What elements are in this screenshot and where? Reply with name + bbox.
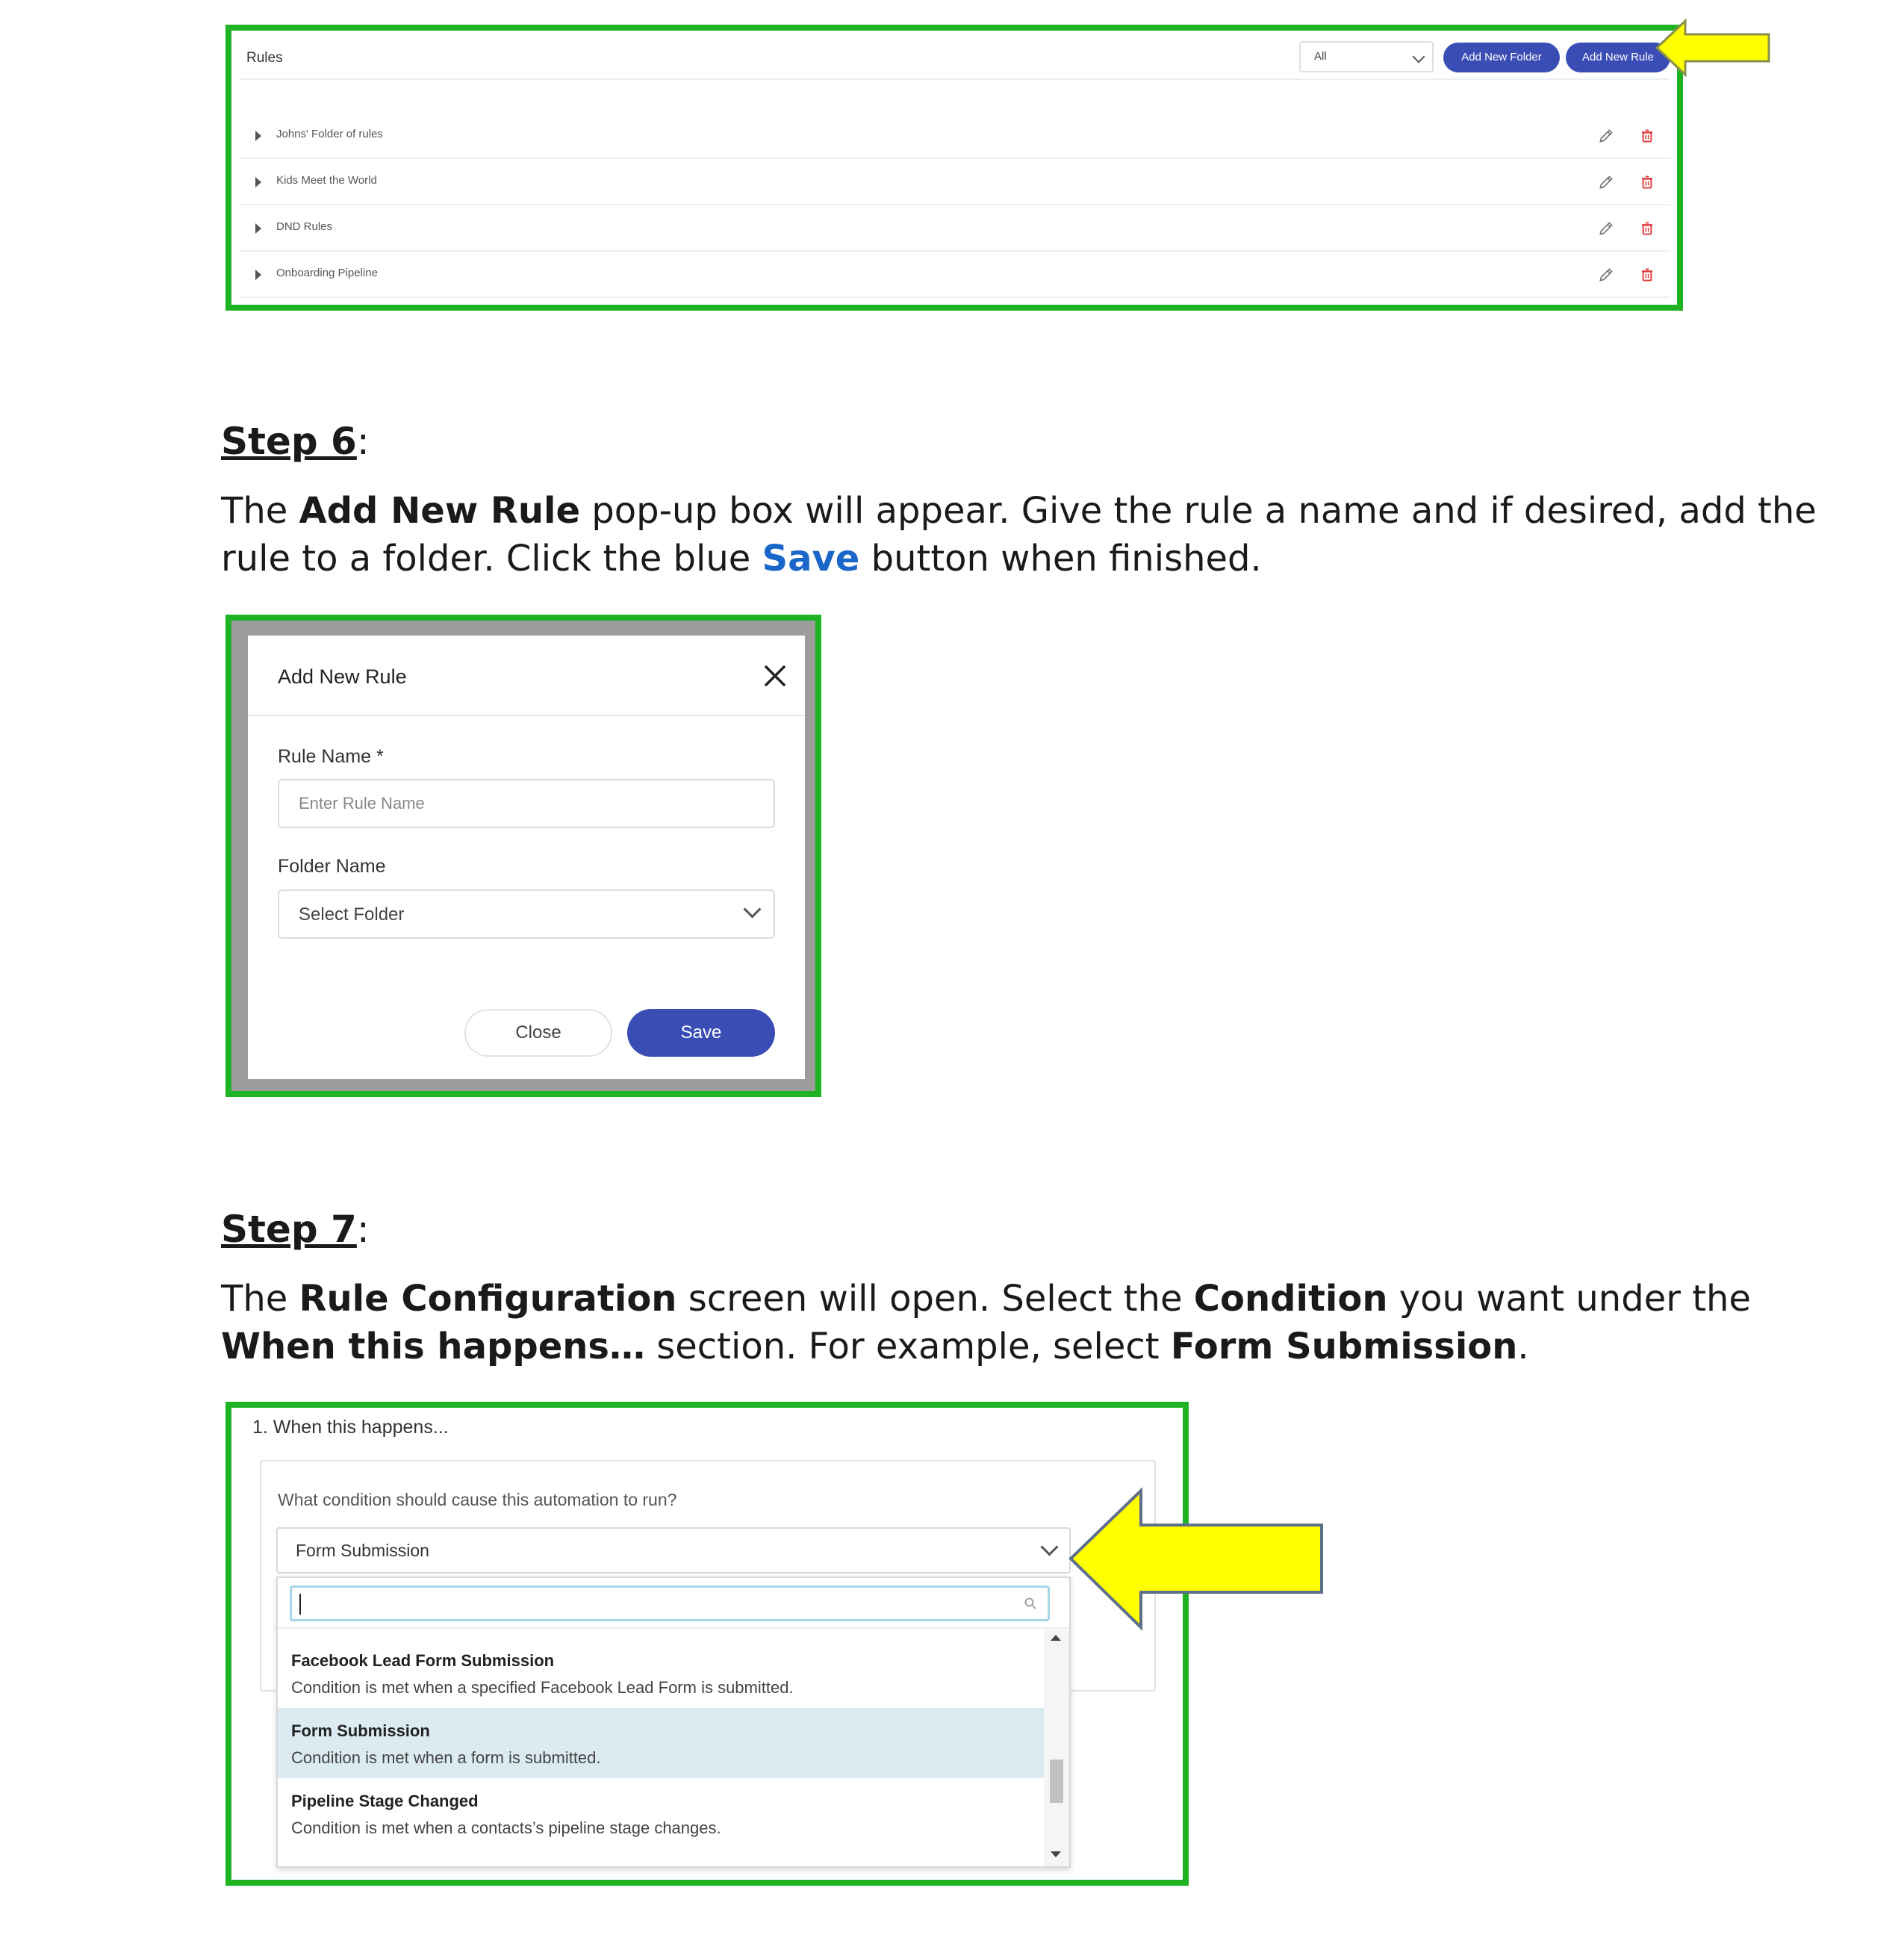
condition-option-title: Form Submission	[291, 1721, 430, 1740]
step-7-heading-colon: :	[356, 1208, 370, 1251]
step-7-text-part: section. For example, select	[644, 1326, 1171, 1367]
step-7-bold-condition: Condition	[1193, 1278, 1388, 1320]
dropdown-divider	[278, 1627, 1069, 1629]
rule-name-input[interactable]	[278, 779, 775, 828]
close-button[interactable]: Close	[464, 1009, 612, 1057]
trash-icon[interactable]	[1637, 126, 1657, 146]
rule-name-placeholder: Enter Rule Name	[299, 794, 425, 813]
condition-option[interactable]	[278, 1778, 1044, 1848]
search-icon	[1024, 1597, 1037, 1610]
rules-title: Rules	[246, 50, 283, 66]
when-this-happens-heading: 1. When this happens...	[252, 1417, 449, 1438]
step-7-text-part: .	[1517, 1326, 1529, 1367]
pencil-icon[interactable]	[1596, 219, 1616, 238]
step-6-heading-text: Step 6	[221, 420, 357, 463]
add-new-rule-modal	[248, 636, 805, 1079]
chevron-down-icon	[1040, 1538, 1058, 1556]
add-rule-modal-screenshot	[225, 615, 821, 1097]
rules-filter-select[interactable]	[1299, 41, 1434, 72]
chevron-down-icon	[1413, 51, 1425, 63]
condition-option-selected[interactable]	[278, 1708, 1044, 1778]
modal-header-divider	[248, 715, 805, 716]
step-7-bold-form-submission: Form Submission	[1170, 1326, 1518, 1367]
trash-icon[interactable]	[1637, 173, 1657, 192]
dropdown-scrollbar[interactable]	[1044, 1629, 1069, 1866]
rule-folder-label: Johns' Folder of rules	[276, 128, 383, 140]
step-6-text-part: button when finished.	[859, 538, 1262, 580]
pencil-icon[interactable]	[1596, 265, 1616, 285]
caret-right-icon[interactable]	[255, 223, 261, 234]
condition-option-description: Condition is met when a specified Facebook Lead Form is submitted.	[291, 1678, 794, 1697]
folder-name-label: Folder Name	[278, 856, 386, 877]
step-7-text-part: you want under the	[1387, 1278, 1751, 1320]
condition-option[interactable]	[278, 1638, 1044, 1708]
rule-folder-row[interactable]	[239, 252, 1670, 298]
rule-folder-row[interactable]	[239, 205, 1670, 252]
rule-folder-row[interactable]	[239, 159, 1670, 205]
rule-folder-label: Onboarding Pipeline	[276, 267, 378, 279]
step-6-bold-add-new-rule: Add New Rule	[299, 490, 581, 532]
scrollbar-thumb[interactable]	[1050, 1760, 1063, 1803]
condition-select[interactable]	[276, 1527, 1071, 1574]
step-6-text-part: pop-up box will appear. Give the rule a name and if desired, add the rule to a folder. Click the blue	[221, 490, 1817, 580]
condition-option-title: Pipeline Stage Changed	[291, 1792, 479, 1810]
pencil-icon[interactable]	[1596, 126, 1616, 146]
caret-right-icon[interactable]	[255, 131, 261, 141]
condition-search-input[interactable]	[290, 1586, 1050, 1621]
trash-icon[interactable]	[1637, 265, 1657, 285]
modal-title: Add New Rule	[278, 665, 407, 688]
scroll-up-icon[interactable]	[1051, 1635, 1061, 1641]
step-6-heading-colon: :	[356, 420, 370, 463]
condition-question-label: What condition should cause this automation to run?	[278, 1490, 677, 1509]
folder-select-value: Select Folder	[299, 904, 405, 925]
step-6-text-part: The	[221, 490, 299, 532]
step-7-heading-text: Step 7	[221, 1208, 357, 1251]
step-6-instructions	[221, 487, 1864, 583]
rule-folder-row[interactable]	[239, 113, 1670, 159]
folder-select[interactable]	[278, 889, 775, 939]
condition-dropdown	[276, 1577, 1071, 1868]
add-new-rule-button[interactable]: Add New Rule	[1566, 43, 1670, 72]
close-icon[interactable]	[762, 662, 788, 689]
scroll-down-icon[interactable]	[1051, 1851, 1061, 1857]
chevron-down-icon	[743, 900, 761, 918]
rules-filter-value: All	[1314, 50, 1327, 63]
rules-header-divider	[239, 78, 1670, 80]
rule-name-label: Rule Name *	[278, 746, 384, 767]
save-button[interactable]: Save	[627, 1009, 775, 1057]
condition-option-description: Condition is met when a form is submitted.	[291, 1748, 601, 1767]
condition-option-title: Facebook Lead Form Submission	[291, 1651, 555, 1670]
step-7-bold-when-this-happens: When this happens…	[221, 1326, 645, 1367]
yellow-arrow-icon	[1654, 18, 1773, 78]
step-7-heading	[221, 1208, 370, 1251]
caret-right-icon[interactable]	[255, 177, 261, 187]
rule-configuration-screenshot	[225, 1402, 1189, 1886]
pencil-icon[interactable]	[1596, 173, 1616, 192]
condition-select-value: Form Submission	[296, 1541, 429, 1560]
rule-folder-label: Kids Meet the World	[276, 174, 377, 187]
rules-screenshot	[225, 25, 1683, 311]
trash-icon[interactable]	[1637, 219, 1657, 238]
step-6-save-highlight: Save	[762, 538, 860, 580]
add-new-folder-button[interactable]: Add New Folder	[1443, 43, 1560, 72]
condition-option-description: Condition is met when a contacts’s pipeline stage changes.	[291, 1819, 721, 1837]
step-7-text-part: The	[221, 1278, 299, 1320]
step-7-instructions	[221, 1275, 1864, 1370]
caret-right-icon[interactable]	[255, 270, 261, 280]
rule-folder-label: DND Rules	[276, 220, 333, 233]
text-cursor	[299, 1594, 301, 1615]
step-7-bold-rule-configuration: Rule Configuration	[299, 1278, 677, 1320]
step-6-heading	[221, 420, 370, 463]
yellow-arrow-icon	[1066, 1486, 1328, 1632]
step-7-text-part: screen will open. Select the	[676, 1278, 1194, 1320]
